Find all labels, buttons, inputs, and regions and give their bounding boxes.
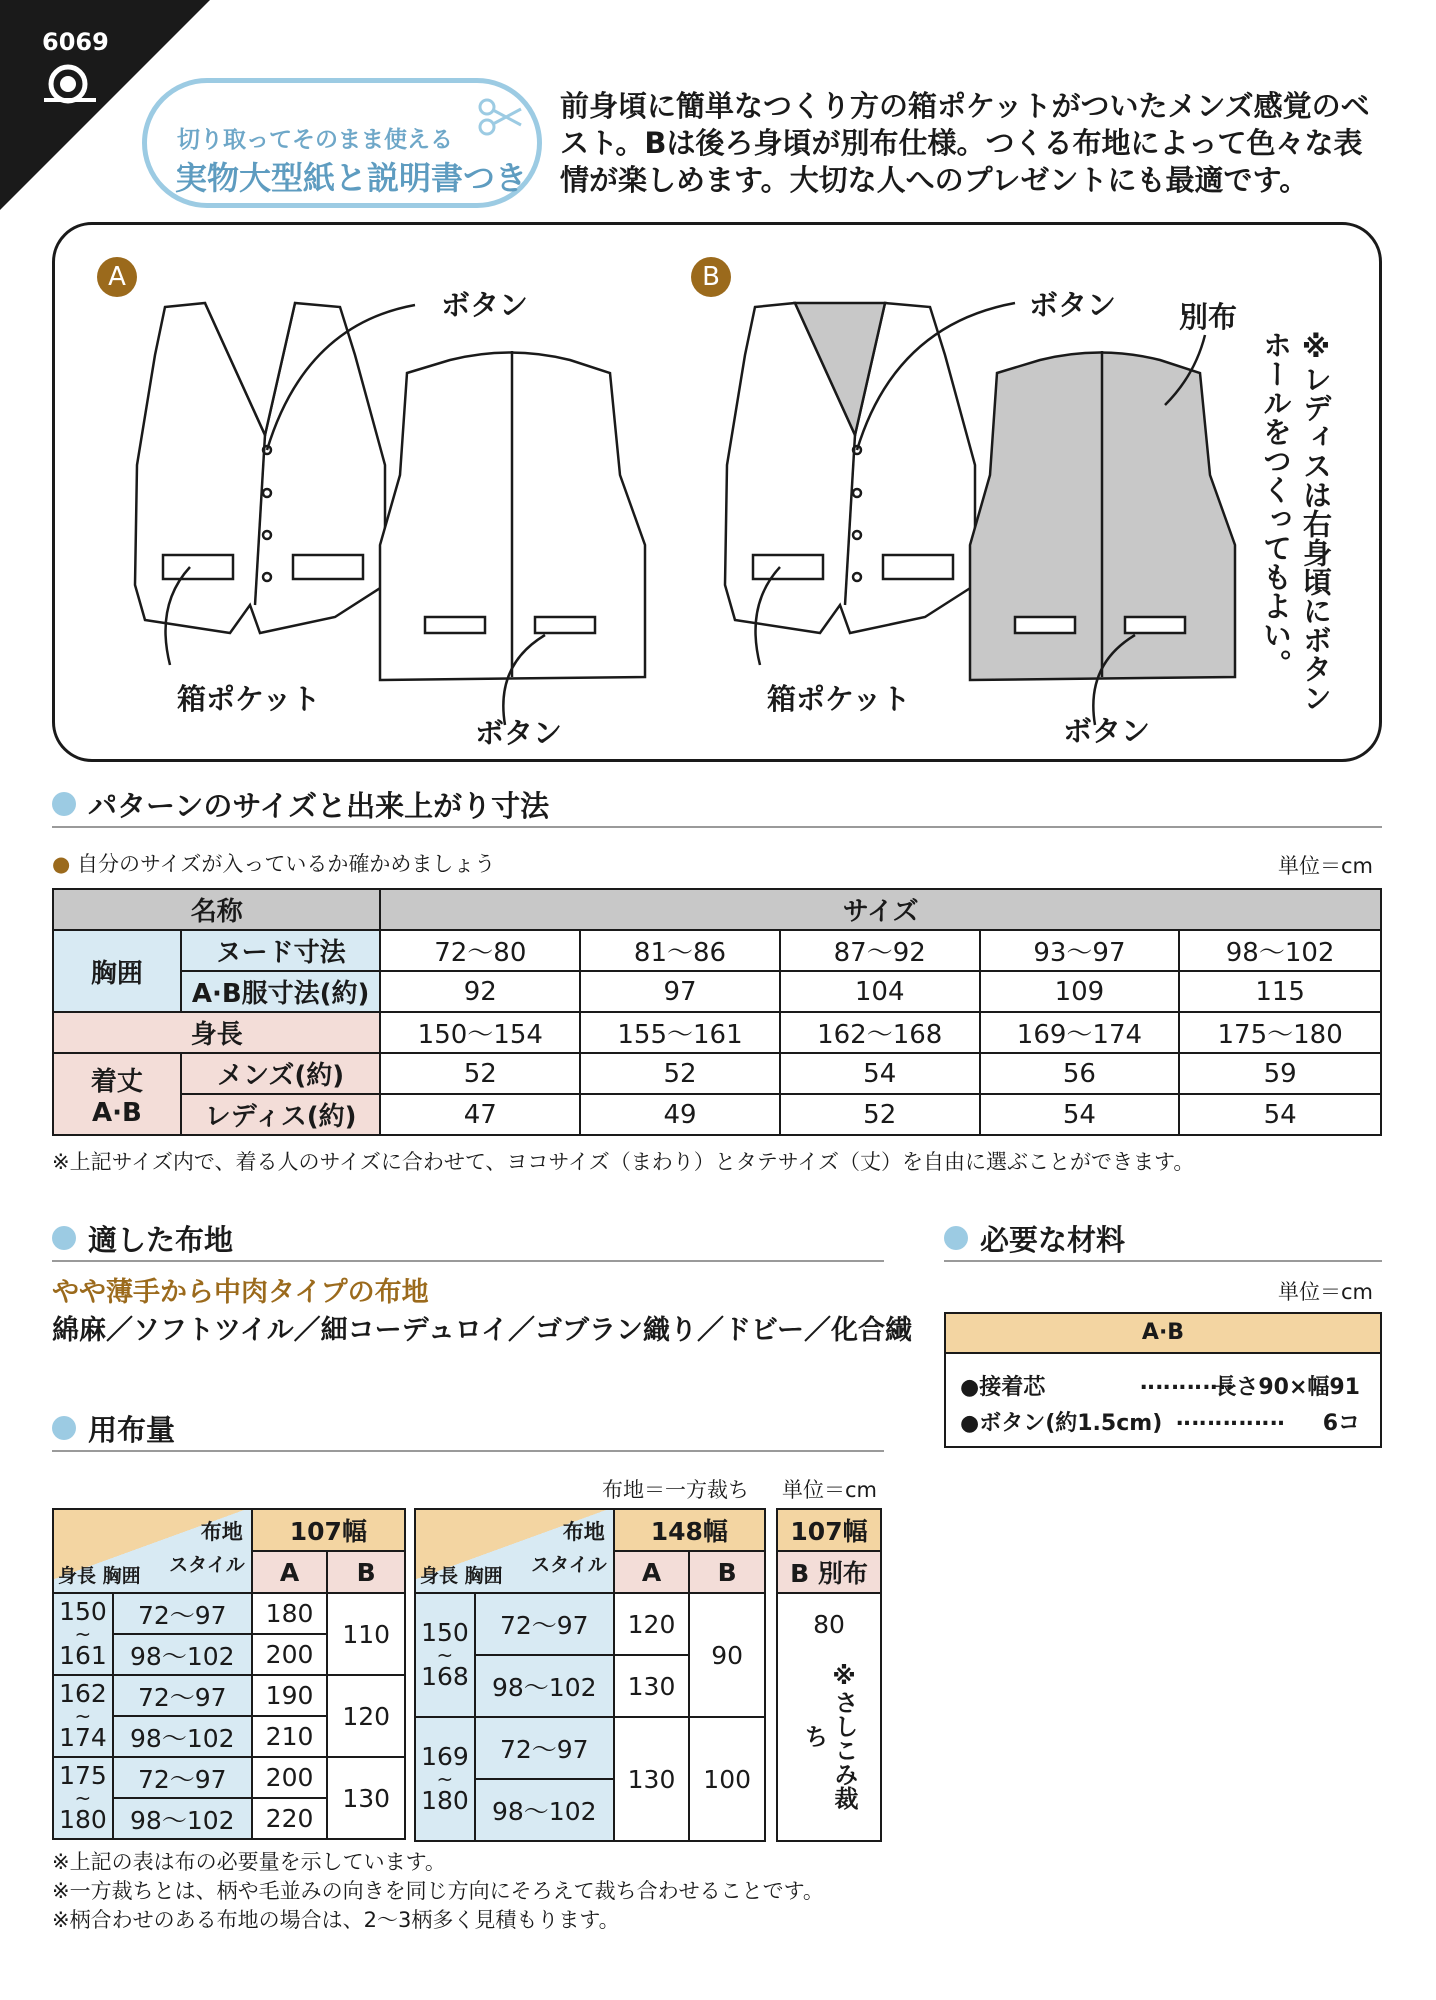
- style-b-header: B: [689, 1551, 765, 1593]
- nude-cell: 98〜102: [1179, 930, 1381, 971]
- corner-chest: 胸囲: [102, 1565, 141, 1587]
- a-cell: 130: [614, 1655, 690, 1717]
- chest-cell: 98〜102: [113, 1798, 252, 1839]
- height-top: 150: [59, 1597, 107, 1626]
- b-cell: 100: [689, 1717, 765, 1841]
- width-header: 107幅: [777, 1509, 881, 1551]
- yardage-unit: 単位＝cm: [782, 1478, 878, 1502]
- corner-height: 身長: [420, 1565, 459, 1587]
- pattern-number: 6069: [42, 28, 109, 56]
- garment-cell: 115: [1179, 971, 1381, 1012]
- height-bottom: 168: [421, 1662, 469, 1691]
- height-bottom: 180: [421, 1786, 469, 1815]
- corner-height-chest: [420, 1561, 503, 1588]
- corner-height: 身長: [58, 1565, 97, 1587]
- chest-cell: 72〜97: [475, 1593, 614, 1655]
- header-size: サイズ: [380, 889, 1381, 930]
- yardage-footnotes: [52, 1848, 824, 1935]
- callout-contrast-fabric: 別布: [1179, 300, 1238, 334]
- height-range: 169 ~ 180: [415, 1717, 475, 1841]
- corner-height-chest: [58, 1561, 141, 1588]
- callout-button-b-front: ボタン: [1029, 288, 1117, 322]
- material-item: [960, 1406, 1360, 1437]
- materials-header: A·B: [946, 1314, 1380, 1354]
- callout-pocket-a: 箱ポケット: [177, 682, 321, 716]
- height-bottom: 174: [59, 1723, 107, 1752]
- height-range: 150 ~ 161: [53, 1593, 113, 1675]
- illustration-panel: [52, 222, 1382, 762]
- mens-cell: 52: [580, 1053, 780, 1094]
- callout-button-b-back: ボタン: [1063, 714, 1151, 748]
- materials-section-title: 必要な材料: [944, 1218, 1382, 1262]
- chest-cell: 98〜102: [113, 1716, 252, 1757]
- height-cell: 169〜174: [980, 1012, 1180, 1053]
- size-note: ● 自分のサイズが入っているか確かめましょう: [52, 852, 496, 876]
- ladies-cell: 54: [980, 1094, 1180, 1135]
- chest-cell: 72〜97: [113, 1757, 252, 1798]
- table-corner: [415, 1509, 614, 1593]
- chest-cell: 98〜102: [475, 1779, 614, 1841]
- corner-chest: 胸囲: [464, 1565, 503, 1587]
- b-cell: 130: [327, 1757, 405, 1839]
- length-label: [53, 1053, 181, 1135]
- material-item: [960, 1370, 1360, 1401]
- chest-cell: 72〜97: [113, 1593, 252, 1634]
- height-top: 150: [421, 1618, 469, 1647]
- a-cell: 120: [614, 1593, 690, 1655]
- garment-cell: 92: [380, 971, 580, 1012]
- material-dots: ‥‥‥‥‥‥‥: [1176, 1406, 1286, 1431]
- ladies-label: レディス(約): [181, 1094, 381, 1135]
- mens-label: メンズ(約): [181, 1053, 381, 1094]
- contrast-note: ※さしこみ裁ち: [800, 1662, 858, 1810]
- callout-button-a-back: ボタン: [475, 716, 563, 750]
- scissors-icon: [477, 97, 523, 137]
- badge-title: 実物大型紙と説明書つき: [175, 159, 528, 197]
- height-bottom: 161: [59, 1641, 107, 1670]
- width-header: 148幅: [614, 1509, 765, 1551]
- ladies-cell: 54: [1179, 1094, 1381, 1135]
- material-value: 長さ90×幅91: [1214, 1375, 1360, 1400]
- material-dots: ‥‥‥‥‥‥: [1140, 1370, 1235, 1395]
- height-label: 身長: [53, 1012, 380, 1053]
- mens-cell: 54: [780, 1053, 980, 1094]
- style-a-header: A: [252, 1551, 328, 1593]
- size-note-text: 自分のサイズが入っているか確かめましょう: [77, 852, 496, 876]
- nude-cell: 87〜92: [780, 930, 980, 971]
- corner-style: スタイル: [531, 1554, 607, 1576]
- a-cell: 130: [614, 1717, 690, 1841]
- yardage-table-148: [414, 1508, 766, 1842]
- height-cell: 175〜180: [1179, 1012, 1381, 1053]
- yardage-table-107: [52, 1508, 406, 1840]
- size-footnote: ※上記サイズ内で、着る人のサイズに合わせて、ヨコサイズ（まわり）とタテサイズ（丈）を自由に選ぶことができます。: [52, 1150, 1195, 1174]
- garment-cell: 97: [580, 971, 780, 1012]
- footnote-line: ※上記の表は布の必要量を示しています。: [52, 1850, 446, 1874]
- a-cell: 200: [252, 1757, 328, 1798]
- badge-subtitle: 切り取ってそのまま使える: [177, 127, 453, 153]
- height-cell: 150〜154: [380, 1012, 580, 1053]
- length-label-line2: A·B: [91, 1097, 142, 1128]
- a-cell: 200: [252, 1634, 328, 1675]
- height-bottom: 180: [59, 1805, 107, 1834]
- chest-label: 胸囲: [53, 930, 181, 1012]
- garment-cell: 109: [980, 971, 1180, 1012]
- yardage-section-title: 用布量: [52, 1408, 884, 1452]
- b-cell: 120: [327, 1675, 405, 1757]
- mens-cell: 52: [380, 1053, 580, 1094]
- height-top: 169: [421, 1742, 469, 1771]
- materials-unit: 単位＝cm: [1278, 1280, 1374, 1304]
- style-a-header: A: [614, 1551, 690, 1593]
- height-range: 175 ~ 180: [53, 1757, 113, 1839]
- nude-label: ヌード寸法: [181, 930, 381, 971]
- nude-cell: 93〜97: [980, 930, 1180, 971]
- corner-fabric: 布地: [200, 1520, 243, 1544]
- height-top: 175: [59, 1761, 107, 1790]
- material-value: 6コ: [1322, 1411, 1360, 1436]
- a-cell: 210: [252, 1716, 328, 1757]
- corner-fabric: 布地: [562, 1520, 605, 1544]
- height-range: 150 ~ 168: [415, 1593, 475, 1717]
- intro-text: 前身頃に簡単なつくり方の箱ポケットがついたメンズ感覚のベスト。Bは後ろ身頃が別布仕様。つくる布地によって色々な表情が楽しめます。大切な人へのプレゼントにも最適です。: [560, 89, 1370, 197]
- header-name: 名称: [53, 889, 380, 930]
- ladies-note: ※レディスは右身頃にボタンホールをつくってもよい。: [1259, 330, 1333, 712]
- chest-cell: 98〜102: [475, 1655, 614, 1717]
- contrast-value: 80: [813, 1610, 845, 1639]
- material-name: ●ボタン(約1.5cm): [960, 1411, 1163, 1436]
- callout-pocket-b: 箱ポケット: [767, 682, 911, 716]
- contrast-header: B 別布: [777, 1551, 881, 1593]
- pattern-badge: [142, 78, 542, 208]
- style-b-header: B: [327, 1551, 405, 1593]
- cutting-note: 布地＝一方裁ち: [602, 1478, 749, 1502]
- yardage-table-contrast: [776, 1508, 882, 1842]
- b-cell: 110: [327, 1593, 405, 1675]
- ladies-cell: 52: [780, 1094, 980, 1135]
- fabric-list: 綿麻／ソフトツイル／細コーデュロイ／ゴブラン織り／ドビー／化合繊: [52, 1315, 912, 1346]
- height-cell: 155〜161: [580, 1012, 780, 1053]
- b-cell: 90: [689, 1593, 765, 1717]
- garment-cell: 104: [780, 971, 980, 1012]
- brand-logo-icon: [44, 64, 96, 104]
- size-table: [52, 888, 1382, 1136]
- chest-cell: 98〜102: [113, 1634, 252, 1675]
- width-header: 107幅: [252, 1509, 405, 1551]
- table-corner: [53, 1509, 252, 1593]
- size-section-title: パターンのサイズと出来上がり寸法: [52, 784, 1382, 828]
- materials-box: [944, 1312, 1382, 1448]
- nude-cell: 81〜86: [580, 930, 780, 971]
- callout-button-a-front: ボタン: [441, 288, 529, 322]
- nude-cell: 72〜80: [380, 930, 580, 971]
- view-a-label: A: [97, 257, 137, 297]
- length-label-line1: 着丈: [90, 1066, 143, 1097]
- height-range: 162 ~ 174: [53, 1675, 113, 1757]
- a-cell: 220: [252, 1798, 328, 1839]
- chest-cell: 72〜97: [475, 1717, 614, 1779]
- chest-cell: 72〜97: [113, 1675, 252, 1716]
- contrast-cell: [777, 1593, 881, 1841]
- ladies-cell: 47: [380, 1094, 580, 1135]
- ladies-cell: 49: [580, 1094, 780, 1135]
- material-name: ●接着芯: [960, 1375, 1046, 1400]
- size-unit: 単位＝cm: [1278, 854, 1374, 878]
- a-cell: 190: [252, 1675, 328, 1716]
- footnote-line: ※一方裁ちとは、柄や毛並みの向きを同じ方向にそろえて裁ち合わせることです。: [52, 1879, 824, 1903]
- footnote-line: ※柄合わせのある布地の場合は、2〜3柄多く見積もります。: [52, 1908, 620, 1932]
- corner-style: スタイル: [169, 1554, 245, 1576]
- height-top: 162: [59, 1679, 107, 1708]
- view-b-label: B: [691, 257, 731, 297]
- mens-cell: 56: [980, 1053, 1180, 1094]
- garment-label: A·B服寸法(約): [181, 971, 381, 1012]
- a-cell: 180: [252, 1593, 328, 1634]
- fabric-section-title: 適した布地: [52, 1218, 884, 1262]
- fabric-subtitle: やや薄手から中肉タイプの布地: [52, 1277, 429, 1308]
- mens-cell: 59: [1179, 1053, 1381, 1094]
- height-cell: 162〜168: [780, 1012, 980, 1053]
